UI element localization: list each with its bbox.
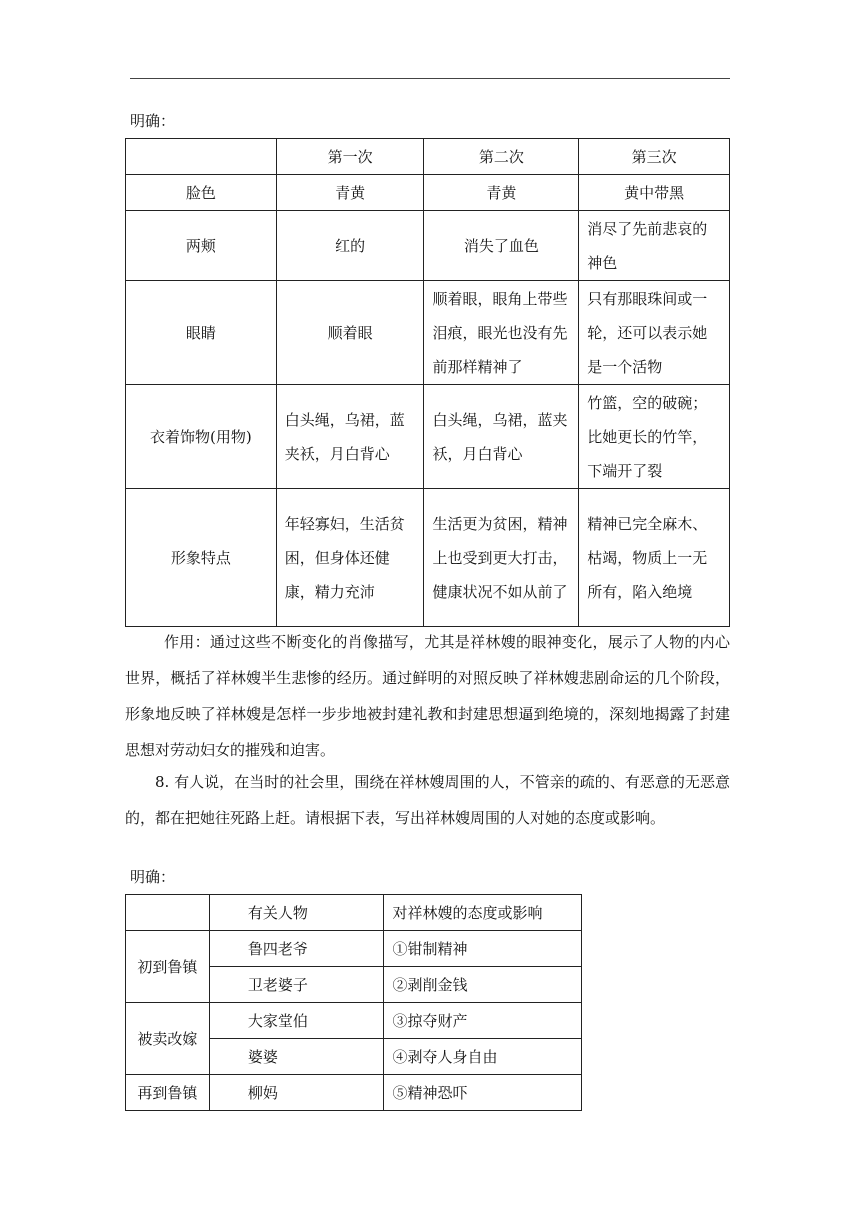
table-cell: 青黄 — [276, 175, 424, 211]
header-rule — [130, 78, 730, 79]
table-row — [126, 211, 730, 281]
table-cell: 白头绳，乌裙，蓝夹袄，月白背心 — [276, 385, 424, 489]
answer-label: 明确： — [130, 868, 176, 886]
row-label: 衣着饰物(用物) — [126, 385, 277, 489]
row-label: 两颊 — [126, 211, 277, 281]
table-cell: 白头绳，乌裙，蓝夹袄，月白背心 — [424, 385, 579, 489]
effect-cell: ④剥夺人身自由 — [384, 1039, 582, 1075]
row-label: 形象特点 — [126, 489, 277, 627]
question-8: 8. 有人说，在当时的社会里，围绕在祥林嫂周围的人，不管亲的疏的、有恶意的无恶意的，都在把她往死路上赶。请根据下表，写出祥林嫂周围的人对她的态度或影响。 — [125, 773, 730, 827]
related-people-table — [125, 894, 582, 1111]
person-cell: 婆婆 — [209, 1039, 384, 1075]
table-row — [126, 489, 730, 627]
effect-cell: ③掠夺财产 — [384, 1003, 582, 1039]
effect-cell: ①钳制精神 — [384, 931, 582, 967]
table-header-row — [126, 895, 582, 931]
table-cell: 精神已完全麻木、枯竭，物质上一无所有，陷入绝境 — [579, 489, 730, 627]
table-cell: 年轻寡妇，生活贫困，但身体还健康，精力充沛 — [276, 489, 424, 627]
effect-cell: ⑤精神恐吓 — [384, 1075, 582, 1111]
person-cell: 卫老婆子 — [209, 967, 384, 1003]
person-cell: 柳妈 — [209, 1075, 384, 1111]
table-row — [126, 281, 730, 385]
header-cell: 有关人物 — [209, 895, 384, 931]
table-cell: 消失了血色 — [424, 211, 579, 281]
table-row — [126, 1003, 582, 1039]
header-cell: 第一次 — [276, 139, 424, 175]
table-row — [126, 385, 730, 489]
header-cell: 第三次 — [579, 139, 730, 175]
effect-paragraph: 作用：通过这些不断变化的肖像描写，尤其是祥林嫂的眼神变化，展示了人物的内心世界，概括了祥林嫂半生悲惨的经历。通过鲜明的对照反映了祥林嫂悲剧命运的几个阶段，形象地反映了祥林嫂是怎样一步步地被封建礼教和封建思想逼到绝境的，深刻地揭露了封建思想对劳动妇女的摧残和迫害。 — [125, 633, 730, 759]
effect-cell: ②剥削金钱 — [384, 967, 582, 1003]
table-cell: 青黄 — [424, 175, 579, 211]
answer-label: 明确： — [130, 112, 176, 130]
person-cell: 鲁四老爷 — [209, 931, 384, 967]
row-label: 眼睛 — [126, 281, 277, 385]
table-cell: 顺着眼，眼角上带些泪痕，眼光也没有先前那样精神了 — [424, 281, 579, 385]
header-cell: 对祥林嫂的态度或影响 — [384, 895, 582, 931]
table-cell: 黄中带黑 — [579, 175, 730, 211]
stage-cell: 再到鲁镇 — [126, 1075, 210, 1111]
header-cell — [126, 139, 277, 175]
table-cell: 红的 — [276, 211, 424, 281]
table-header-row — [126, 139, 730, 175]
portrait-comparison-table — [125, 138, 730, 627]
person-cell: 大家堂伯 — [209, 1003, 384, 1039]
table-cell: 生活更为贫困，精神上也受到更大打击，健康状况不如从前了 — [424, 489, 579, 627]
row-label: 脸色 — [126, 175, 277, 211]
table-row — [126, 931, 582, 967]
table-cell: 消尽了先前悲哀的神色 — [579, 211, 730, 281]
header-cell — [126, 895, 210, 931]
stage-cell: 初到鲁镇 — [126, 931, 210, 1003]
table-row — [126, 175, 730, 211]
table-row — [126, 1075, 582, 1111]
header-cell: 第二次 — [424, 139, 579, 175]
table-cell: 竹篮，空的破碗；比她更长的竹竿，下端开了裂 — [579, 385, 730, 489]
table-cell: 只有那眼珠间或一轮，还可以表示她是一个活物 — [579, 281, 730, 385]
stage-cell: 被卖改嫁 — [126, 1003, 210, 1075]
table-cell: 顺着眼 — [276, 281, 424, 385]
